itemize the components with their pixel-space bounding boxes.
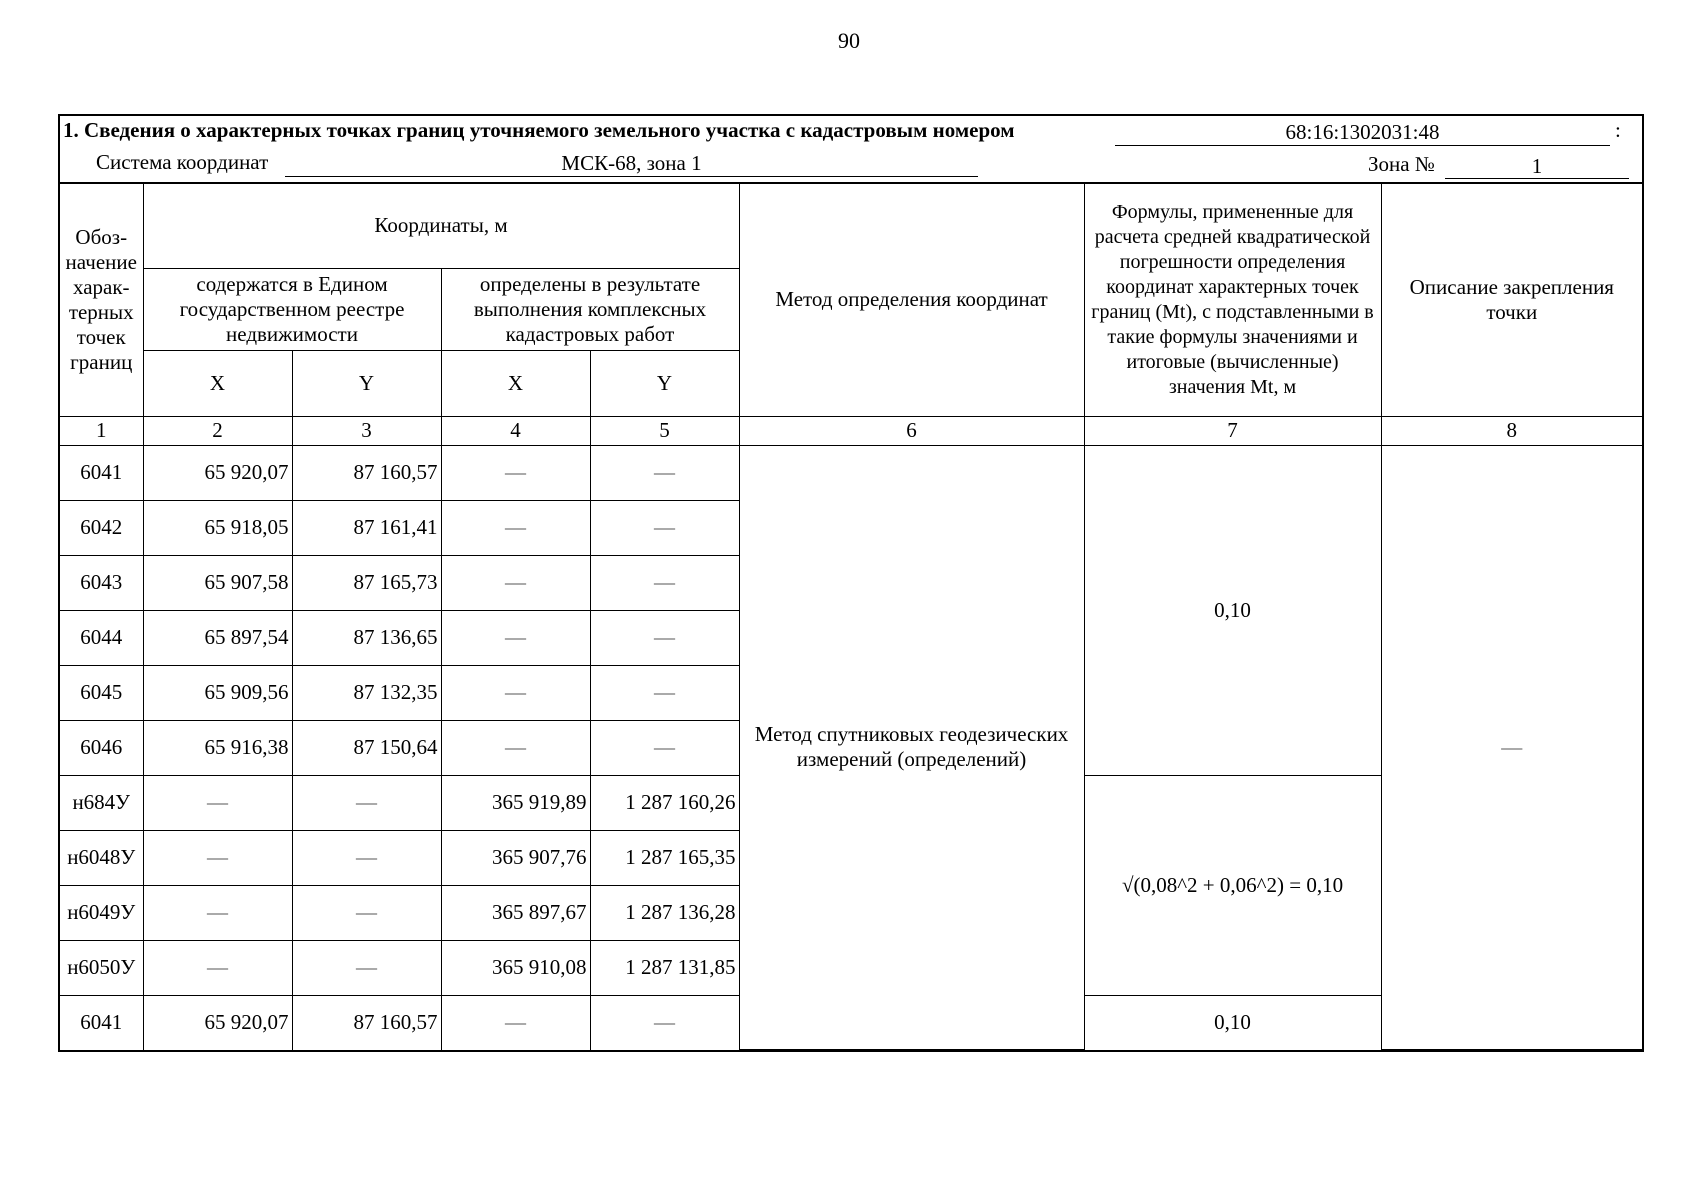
mt-group-1: 0,10 <box>1084 445 1381 775</box>
col-number: 6 <box>739 416 1084 445</box>
title-colon: : <box>1615 118 1621 142</box>
zone-value: 1 <box>1445 154 1629 179</box>
determined-x: — <box>441 995 590 1050</box>
determined-y: 1 287 160,26 <box>590 775 739 830</box>
determined-x: 365 919,89 <box>441 775 590 830</box>
determined-y: — <box>590 665 739 720</box>
determined-y: — <box>590 445 739 500</box>
determined-x: 365 897,67 <box>441 885 590 940</box>
point-id: н6049У <box>60 885 143 940</box>
determined-y: 1 287 136,28 <box>590 885 739 940</box>
determined-x: — <box>441 665 590 720</box>
determined-y: 1 287 131,85 <box>590 940 739 995</box>
egrn-x: — <box>143 940 292 995</box>
determined-x: 365 910,08 <box>441 940 590 995</box>
method-cell: Метод спутниковых геодезических измерений (определений) <box>739 445 1084 1050</box>
point-id: 6041 <box>60 445 143 500</box>
egrn-x: 65 907,58 <box>143 555 292 610</box>
egrn-y: 87 132,35 <box>292 665 441 720</box>
point-id: 6042 <box>60 500 143 555</box>
header-coordinates: Координаты, м <box>143 184 739 268</box>
point-id: н6050У <box>60 940 143 995</box>
points-grid <box>60 184 1642 1050</box>
header-determined: определены в результате выполнения комплексных кадастровых работ <box>441 268 739 350</box>
determined-y: — <box>590 500 739 555</box>
determined-y: 1 287 165,35 <box>590 830 739 885</box>
col-number: 8 <box>1381 416 1642 445</box>
header-fixing: Описание закрепления точки <box>1381 184 1642 416</box>
column-numbers-row <box>60 416 1642 445</box>
egrn-x: 65 916,38 <box>143 720 292 775</box>
egrn-y: 87 161,41 <box>292 500 441 555</box>
mt-group-2: √(0,08^2 + 0,06^2) = 0,10 <box>1084 775 1381 995</box>
col-number: 7 <box>1084 416 1381 445</box>
col-number: 1 <box>60 416 143 445</box>
point-id: 6041 <box>60 995 143 1050</box>
col-number: 4 <box>441 416 590 445</box>
egrn-y: — <box>292 830 441 885</box>
point-id: н6048У <box>60 830 143 885</box>
col-number: 3 <box>292 416 441 445</box>
point-id: н684У <box>60 775 143 830</box>
determined-y: — <box>590 610 739 665</box>
point-id: 6046 <box>60 720 143 775</box>
page-number: 90 <box>838 28 860 53</box>
header-y2: Y <box>590 350 739 416</box>
egrn-y: 87 136,65 <box>292 610 441 665</box>
determined-y: — <box>590 720 739 775</box>
header-x1: X <box>143 350 292 416</box>
egrn-y: — <box>292 775 441 830</box>
table-row <box>60 445 1642 500</box>
egrn-x: — <box>143 885 292 940</box>
egrn-y: 87 160,57 <box>292 445 441 500</box>
coord-system-label: Система координат <box>96 150 269 174</box>
table-header-block <box>60 116 1642 184</box>
egrn-x: 65 920,07 <box>143 445 292 500</box>
egrn-x: 65 897,54 <box>143 610 292 665</box>
egrn-x: — <box>143 830 292 885</box>
egrn-y: 87 150,64 <box>292 720 441 775</box>
determined-y: — <box>590 995 739 1050</box>
determined-x: — <box>441 500 590 555</box>
header-method: Метод определения координат <box>739 184 1084 416</box>
egrn-x: — <box>143 775 292 830</box>
header-x2: X <box>441 350 590 416</box>
cadastral-number: 68:16:1302031:48 <box>1115 119 1610 146</box>
header-egrn: содержатся в Едином государственном реестре недвижимости <box>143 268 441 350</box>
col-number: 5 <box>590 416 739 445</box>
fixing-cell: — <box>1381 445 1642 1050</box>
point-id: 6045 <box>60 665 143 720</box>
section-title: 1. Сведения о характерных точках границ уточняемого земельного участка с кадастровым номером <box>63 118 1015 142</box>
zone-label: Зона № <box>1368 152 1435 176</box>
determined-x: 365 907,76 <box>441 830 590 885</box>
determined-x: — <box>441 610 590 665</box>
coord-system-value: МСК-68, зона 1 <box>285 150 978 177</box>
egrn-x: 65 918,05 <box>143 500 292 555</box>
header-designation: Обоз-начение харак-терных точек границ <box>60 184 143 416</box>
header-formulas: Формулы, примененные для расчета средней квадратической погрешности определения координат характерных точек границ (Mt), с подставленными в такие формулы значениями и итоговые (вычисленные) значения Mt, м <box>1084 184 1381 416</box>
egrn-y: 87 160,57 <box>292 995 441 1050</box>
egrn-y: 87 165,73 <box>292 555 441 610</box>
mt-group-3: 0,10 <box>1084 995 1381 1050</box>
header-y1: Y <box>292 350 441 416</box>
cadastral-points-table <box>58 114 1644 1052</box>
egrn-x: 65 909,56 <box>143 665 292 720</box>
egrn-y: — <box>292 885 441 940</box>
determined-x: — <box>441 720 590 775</box>
egrn-x: 65 920,07 <box>143 995 292 1050</box>
determined-x: — <box>441 445 590 500</box>
col-number: 2 <box>143 416 292 445</box>
point-id: 6044 <box>60 610 143 665</box>
egrn-y: — <box>292 940 441 995</box>
determined-y: — <box>590 555 739 610</box>
determined-x: — <box>441 555 590 610</box>
point-id: 6043 <box>60 555 143 610</box>
